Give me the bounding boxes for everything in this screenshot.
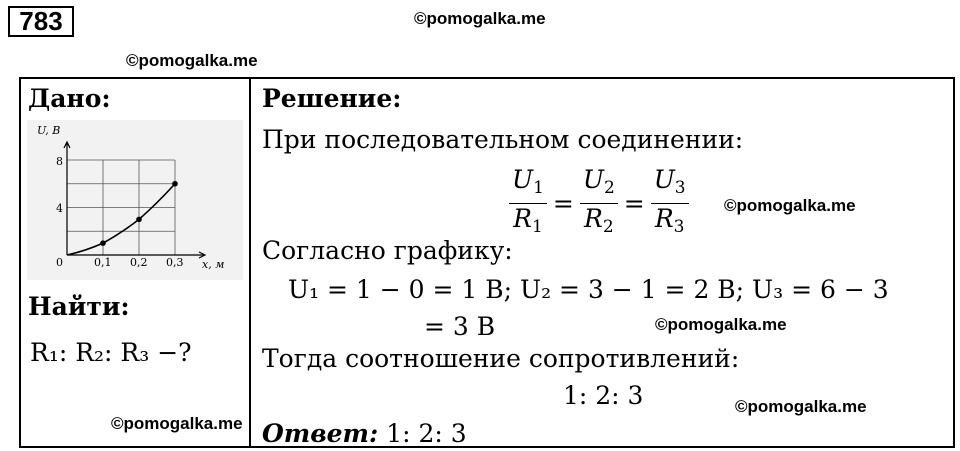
find-heading: Найти: [28, 292, 130, 321]
y-tick-label: 0 [56, 256, 63, 269]
x-tick-label: 0,1 [94, 256, 112, 269]
y-axis [64, 142, 70, 255]
fraction [509, 165, 547, 242]
resistance-ratio: 1: 2: 3 [563, 381, 644, 410]
subscript: 3 [674, 178, 686, 198]
voltage-values: U₁ = 1 − 0 = 1 В; U₂ = 3 − 1 = 2 В; U₃ = 6 − 3 [288, 275, 889, 304]
series-connection-text: При последовательном соединении: [262, 125, 744, 154]
equals-sign: = [623, 189, 645, 218]
voltage-curve [67, 184, 175, 255]
data-point [100, 240, 106, 246]
equals-sign: = [552, 189, 574, 218]
problem-number: 783 [8, 6, 74, 37]
y-tick-label: 4 [56, 202, 63, 215]
fraction [580, 165, 618, 242]
ratio-equation [505, 165, 693, 242]
watermark: ©pomogalka.me [414, 9, 546, 28]
find-expression: R₁: R₂: R₃ −? [30, 338, 192, 367]
graph-grid [67, 160, 175, 255]
voltage-graph [27, 120, 243, 280]
watermark: ©pomogalka.me [735, 397, 867, 416]
y-tick-label: 8 [56, 155, 63, 168]
graph-reading-text: Согласно графику: [262, 236, 513, 265]
fraction-numerator: U [653, 165, 675, 194]
subscript: 3 [673, 217, 685, 237]
answer-label: Ответ: [262, 419, 379, 448]
data-point [136, 217, 142, 223]
fraction-denominator: R [513, 204, 532, 233]
x-tick-label: 0,2 [130, 256, 148, 269]
subscript: 2 [602, 217, 614, 237]
voltage-values-cont: = 3 В [424, 312, 496, 341]
subscript: 2 [603, 178, 615, 198]
solution-heading: Решение: [262, 84, 402, 113]
fraction-numerator: U [582, 165, 604, 194]
given-heading: Дано: [28, 84, 111, 113]
watermark: ©pomogalka.me [724, 196, 856, 215]
fraction [651, 165, 689, 242]
graph-axes [64, 142, 205, 258]
fraction-denominator: R [583, 204, 603, 233]
subscript: 1 [533, 178, 544, 198]
answer-value: 1: 2: 3 [386, 419, 467, 448]
x-tick-label: 0,3 [166, 256, 184, 269]
column-divider [249, 77, 251, 448]
y-axis-label: U, В [37, 124, 61, 137]
data-point [172, 181, 178, 187]
subscript: 1 [531, 217, 543, 237]
watermark: ©pomogalka.me [655, 315, 787, 334]
watermark: ©pomogalka.me [126, 51, 258, 70]
fraction-numerator: U [512, 165, 534, 194]
watermark: ©pomogalka.me [111, 414, 243, 433]
fraction-denominator: R [654, 204, 674, 233]
answer [262, 419, 467, 448]
resistance-ratio-text: Тогда соотношение сопротивлений: [262, 344, 740, 373]
x-axis-label: x, м [202, 258, 225, 271]
